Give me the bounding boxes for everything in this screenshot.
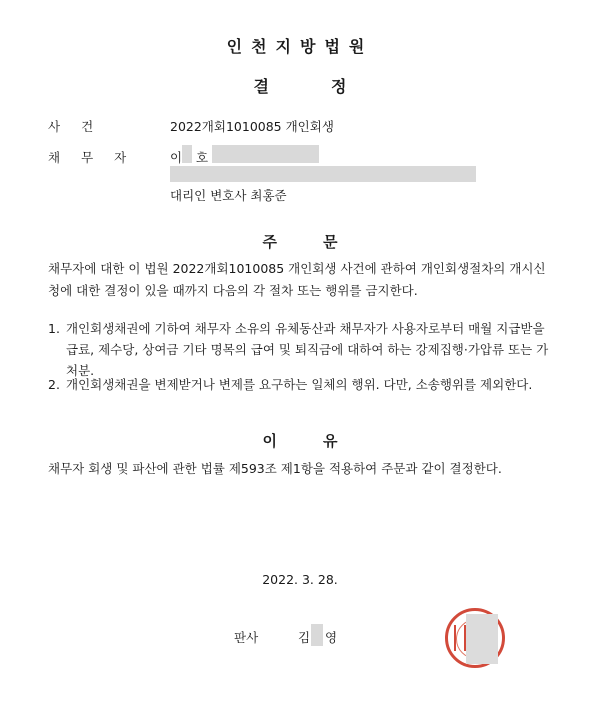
redaction-block: [466, 614, 498, 664]
list-item-number: 2.: [48, 377, 60, 392]
list-item-number: 1.: [48, 321, 60, 336]
list-item: 개인회생채권을 변제받거나 변제를 요구하는 일체의 행위. 다만, 소송행위를 제외한다.: [66, 377, 533, 392]
judge-name-first: 김: [298, 630, 311, 645]
judge-label: 판사: [234, 630, 259, 645]
redaction-block: [311, 624, 323, 646]
debtor-name-last: 호: [196, 150, 209, 165]
case-value: 2022개회1010085 개인회생: [170, 119, 334, 134]
list-item: 개인회생채권에 기하여 채무자 소유의 유체동산과 채무자가 사용자로부터 매월 지급받을 급료, 제수당, 상여금 기타 명목의 급여 및 퇴직금에 대하여 하는 강제집행·가압류 또는 가처분.: [66, 321, 549, 378]
redaction-block: [212, 145, 319, 163]
case-label: 사건: [48, 119, 115, 134]
order-paragraph: 채무자에 대한 이 법원 2022개회1010085 개인회생 사건에 관하여 개인회생절차의 개시신청에 대한 결정이 있을 때까지 다음의 각 절차 또는 행위를 금지한다.: [48, 261, 546, 298]
redaction-block: [182, 145, 192, 163]
debtor-name-first: 이: [170, 150, 183, 165]
judge-name-last: 영: [325, 630, 338, 645]
redaction-block: [170, 166, 476, 182]
debtor-label: 채무자: [48, 150, 148, 165]
reason-heading: 이유: [262, 432, 384, 450]
document-title: 결정: [253, 77, 409, 96]
court-name: 인천지방법원: [226, 37, 374, 56]
order-heading: 주문: [262, 233, 384, 251]
agent-name: 대리인 변호사 최홍준: [170, 188, 287, 203]
decision-date: 2022. 3. 28.: [262, 572, 338, 587]
reason-paragraph: 채무자 회생 및 파산에 관한 법률 제593조 제1항을 적용하여 주문과 같이 결정한다.: [48, 461, 502, 476]
